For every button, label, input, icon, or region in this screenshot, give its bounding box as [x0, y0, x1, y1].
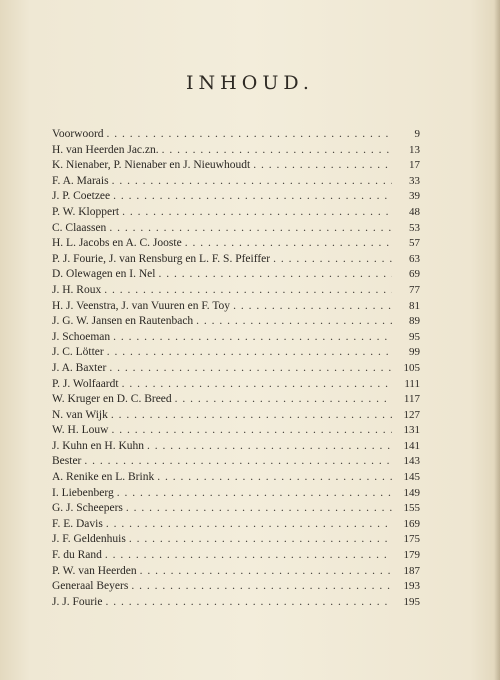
toc-entry-name: J. J. Fourie	[52, 595, 103, 608]
toc-entry	[52, 393, 420, 409]
toc-entry	[52, 409, 420, 425]
toc-entry-page: 127	[403, 408, 420, 421]
toc-leader-dots	[109, 362, 392, 374]
toc-leader-dots	[131, 580, 392, 592]
toc-entry-page: 39	[409, 190, 420, 203]
toc-entry-name: C. Claassen	[52, 221, 107, 234]
toc-leader-dots	[140, 565, 392, 577]
table-of-contents	[52, 128, 420, 611]
toc-entry-name: G. J. Scheepers	[52, 502, 123, 515]
toc-entry-name: J. H. Roux	[52, 283, 102, 296]
toc-leader-dots	[105, 549, 392, 561]
page-title: INHOUD.	[186, 72, 314, 94]
toc-entry-page: 155	[403, 502, 420, 515]
toc-entry-page: 145	[403, 471, 420, 484]
toc-entry	[52, 487, 420, 503]
toc-leader-dots	[117, 487, 392, 499]
toc-entry-name: D. Olewagen en I. Nel	[52, 268, 156, 281]
toc-entry-page: 187	[403, 564, 420, 577]
toc-entry-page: 48	[409, 205, 420, 218]
toc-entry-page: 99	[409, 346, 420, 359]
toc-leader-dots	[111, 409, 392, 421]
toc-entry	[52, 253, 420, 269]
toc-entry	[52, 331, 420, 347]
toc-entry	[52, 362, 420, 378]
toc-entry	[52, 284, 420, 300]
toc-entry-name: J. A. Baxter	[52, 361, 107, 374]
toc-entry-page: 89	[409, 315, 420, 328]
toc-entry	[52, 300, 420, 316]
toc-entry-name: F. du Rand	[52, 549, 102, 562]
toc-entry-page: 117	[403, 393, 420, 406]
toc-leader-dots	[107, 128, 392, 140]
toc-leader-dots	[162, 144, 392, 156]
toc-leader-dots	[106, 518, 392, 530]
toc-entry-page: 175	[403, 533, 420, 546]
toc-entry	[52, 580, 420, 596]
toc-entry-page: 13	[409, 143, 420, 156]
toc-entry	[52, 518, 420, 534]
toc-leader-dots	[158, 268, 392, 280]
toc-entry	[52, 175, 420, 191]
toc-entry-name: H. van Heerden Jac.zn.	[52, 143, 159, 156]
toc-entry-page: 17	[409, 159, 420, 172]
toc-leader-dots	[129, 533, 392, 545]
toc-entry-name: P. J. Fourie, J. van Rensburg en L. F. S. Pfeiffer	[52, 252, 271, 265]
toc-leader-dots	[196, 315, 392, 327]
toc-entry-page: 195	[403, 595, 420, 608]
toc-entry-name: N. van Wijk	[52, 408, 108, 421]
toc-entry-page: 141	[403, 439, 420, 452]
toc-leader-dots	[122, 206, 392, 218]
toc-entry-name: A. Renike en L. Brink	[52, 471, 155, 484]
toc-entry-name: Bester	[52, 455, 82, 468]
toc-leader-dots	[113, 331, 392, 343]
toc-entry-name: W. Kruger en D. C. Breed	[52, 393, 172, 406]
toc-entry	[52, 268, 420, 284]
toc-leader-dots	[185, 237, 392, 249]
toc-entry-page: 143	[403, 455, 420, 468]
toc-leader-dots	[104, 284, 392, 296]
toc-entry	[52, 315, 420, 331]
toc-entry	[52, 237, 420, 253]
toc-entry-page: 179	[403, 549, 420, 562]
toc-entry	[52, 424, 420, 440]
toc-entry-name: F. A. Marais	[52, 174, 109, 187]
toc-entry-name: F. E. Davis	[52, 517, 103, 530]
toc-leader-dots	[233, 300, 392, 312]
toc-leader-dots	[107, 346, 392, 358]
toc-entry	[52, 455, 420, 471]
toc-entry-name: P. W. Kloppert	[52, 205, 120, 218]
toc-entry	[52, 596, 420, 612]
toc-entry-page: 63	[409, 252, 420, 265]
toc-entry-page: 149	[403, 486, 420, 499]
toc-entry	[52, 144, 420, 160]
toc-leader-dots	[157, 471, 392, 483]
toc-entry-name: J. C. Lötter	[52, 346, 104, 359]
toc-entry	[52, 128, 420, 144]
toc-leader-dots	[122, 378, 392, 390]
toc-entry-page: 69	[409, 268, 420, 281]
toc-entry	[52, 159, 420, 175]
toc-leader-dots	[273, 253, 392, 265]
toc-entry	[52, 378, 420, 394]
toc-entry-name: K. Nienaber, P. Nienaber en J. Nieuwhoudt	[52, 159, 251, 172]
toc-leader-dots	[253, 159, 392, 171]
toc-entry-page: 105	[403, 361, 420, 374]
toc-entry-name: P. J. Wolfaardt	[52, 377, 119, 390]
toc-entry-page: 81	[409, 299, 420, 312]
toc-entry	[52, 222, 420, 238]
toc-entry-name: H. J. Veenstra, J. van Vuuren en F. Toy	[52, 299, 231, 312]
toc-leader-dots	[113, 190, 392, 202]
toc-leader-dots	[126, 502, 392, 514]
toc-leader-dots	[147, 440, 392, 452]
toc-entry-page: 9	[414, 128, 420, 140]
toc-entry-name: J. P. Coetzee	[52, 190, 111, 203]
toc-leader-dots	[112, 175, 392, 187]
toc-leader-dots	[105, 596, 392, 608]
toc-entry	[52, 190, 420, 206]
toc-leader-dots	[111, 424, 392, 436]
toc-leader-dots	[175, 393, 392, 405]
toc-entry-page: 53	[409, 221, 420, 234]
toc-entry	[52, 206, 420, 222]
toc-entry-name: J. Schoeman	[52, 330, 111, 343]
toc-entry	[52, 346, 420, 362]
toc-entry-name: J. F. Geldenhuis	[52, 533, 126, 546]
toc-entry	[52, 471, 420, 487]
toc-entry-page: 57	[409, 237, 420, 250]
toc-entry-page: 111	[404, 377, 420, 390]
toc-entry-name: I. Liebenberg	[52, 486, 114, 499]
toc-entry	[52, 549, 420, 565]
toc-entry-name: W. H. Louw	[52, 424, 109, 437]
toc-entry-page: 131	[403, 424, 420, 437]
toc-entry-page: 169	[403, 517, 420, 530]
toc-entry-page: 193	[403, 580, 420, 593]
toc-entry-page: 33	[409, 174, 420, 187]
toc-entry-name: J. G. W. Jansen en Rautenbach	[52, 315, 194, 328]
toc-entry	[52, 440, 420, 456]
toc-entry	[52, 502, 420, 518]
toc-entry	[52, 565, 420, 581]
toc-entry-name: Voorwoord	[52, 128, 104, 140]
toc-entry-page: 77	[409, 283, 420, 296]
toc-entry-name: P. W. van Heerden	[52, 564, 137, 577]
toc-entry-page: 95	[409, 330, 420, 343]
page-edge-shadow	[494, 0, 500, 680]
toc-entry-name: Generaal Beyers	[52, 580, 129, 593]
toc-entry-name: H. L. Jacobs en A. C. Jooste	[52, 237, 182, 250]
toc-leader-dots	[84, 455, 392, 467]
toc-leader-dots	[109, 222, 392, 234]
toc-entry-name: J. Kuhn en H. Kuhn	[52, 439, 144, 452]
toc-entry	[52, 533, 420, 549]
